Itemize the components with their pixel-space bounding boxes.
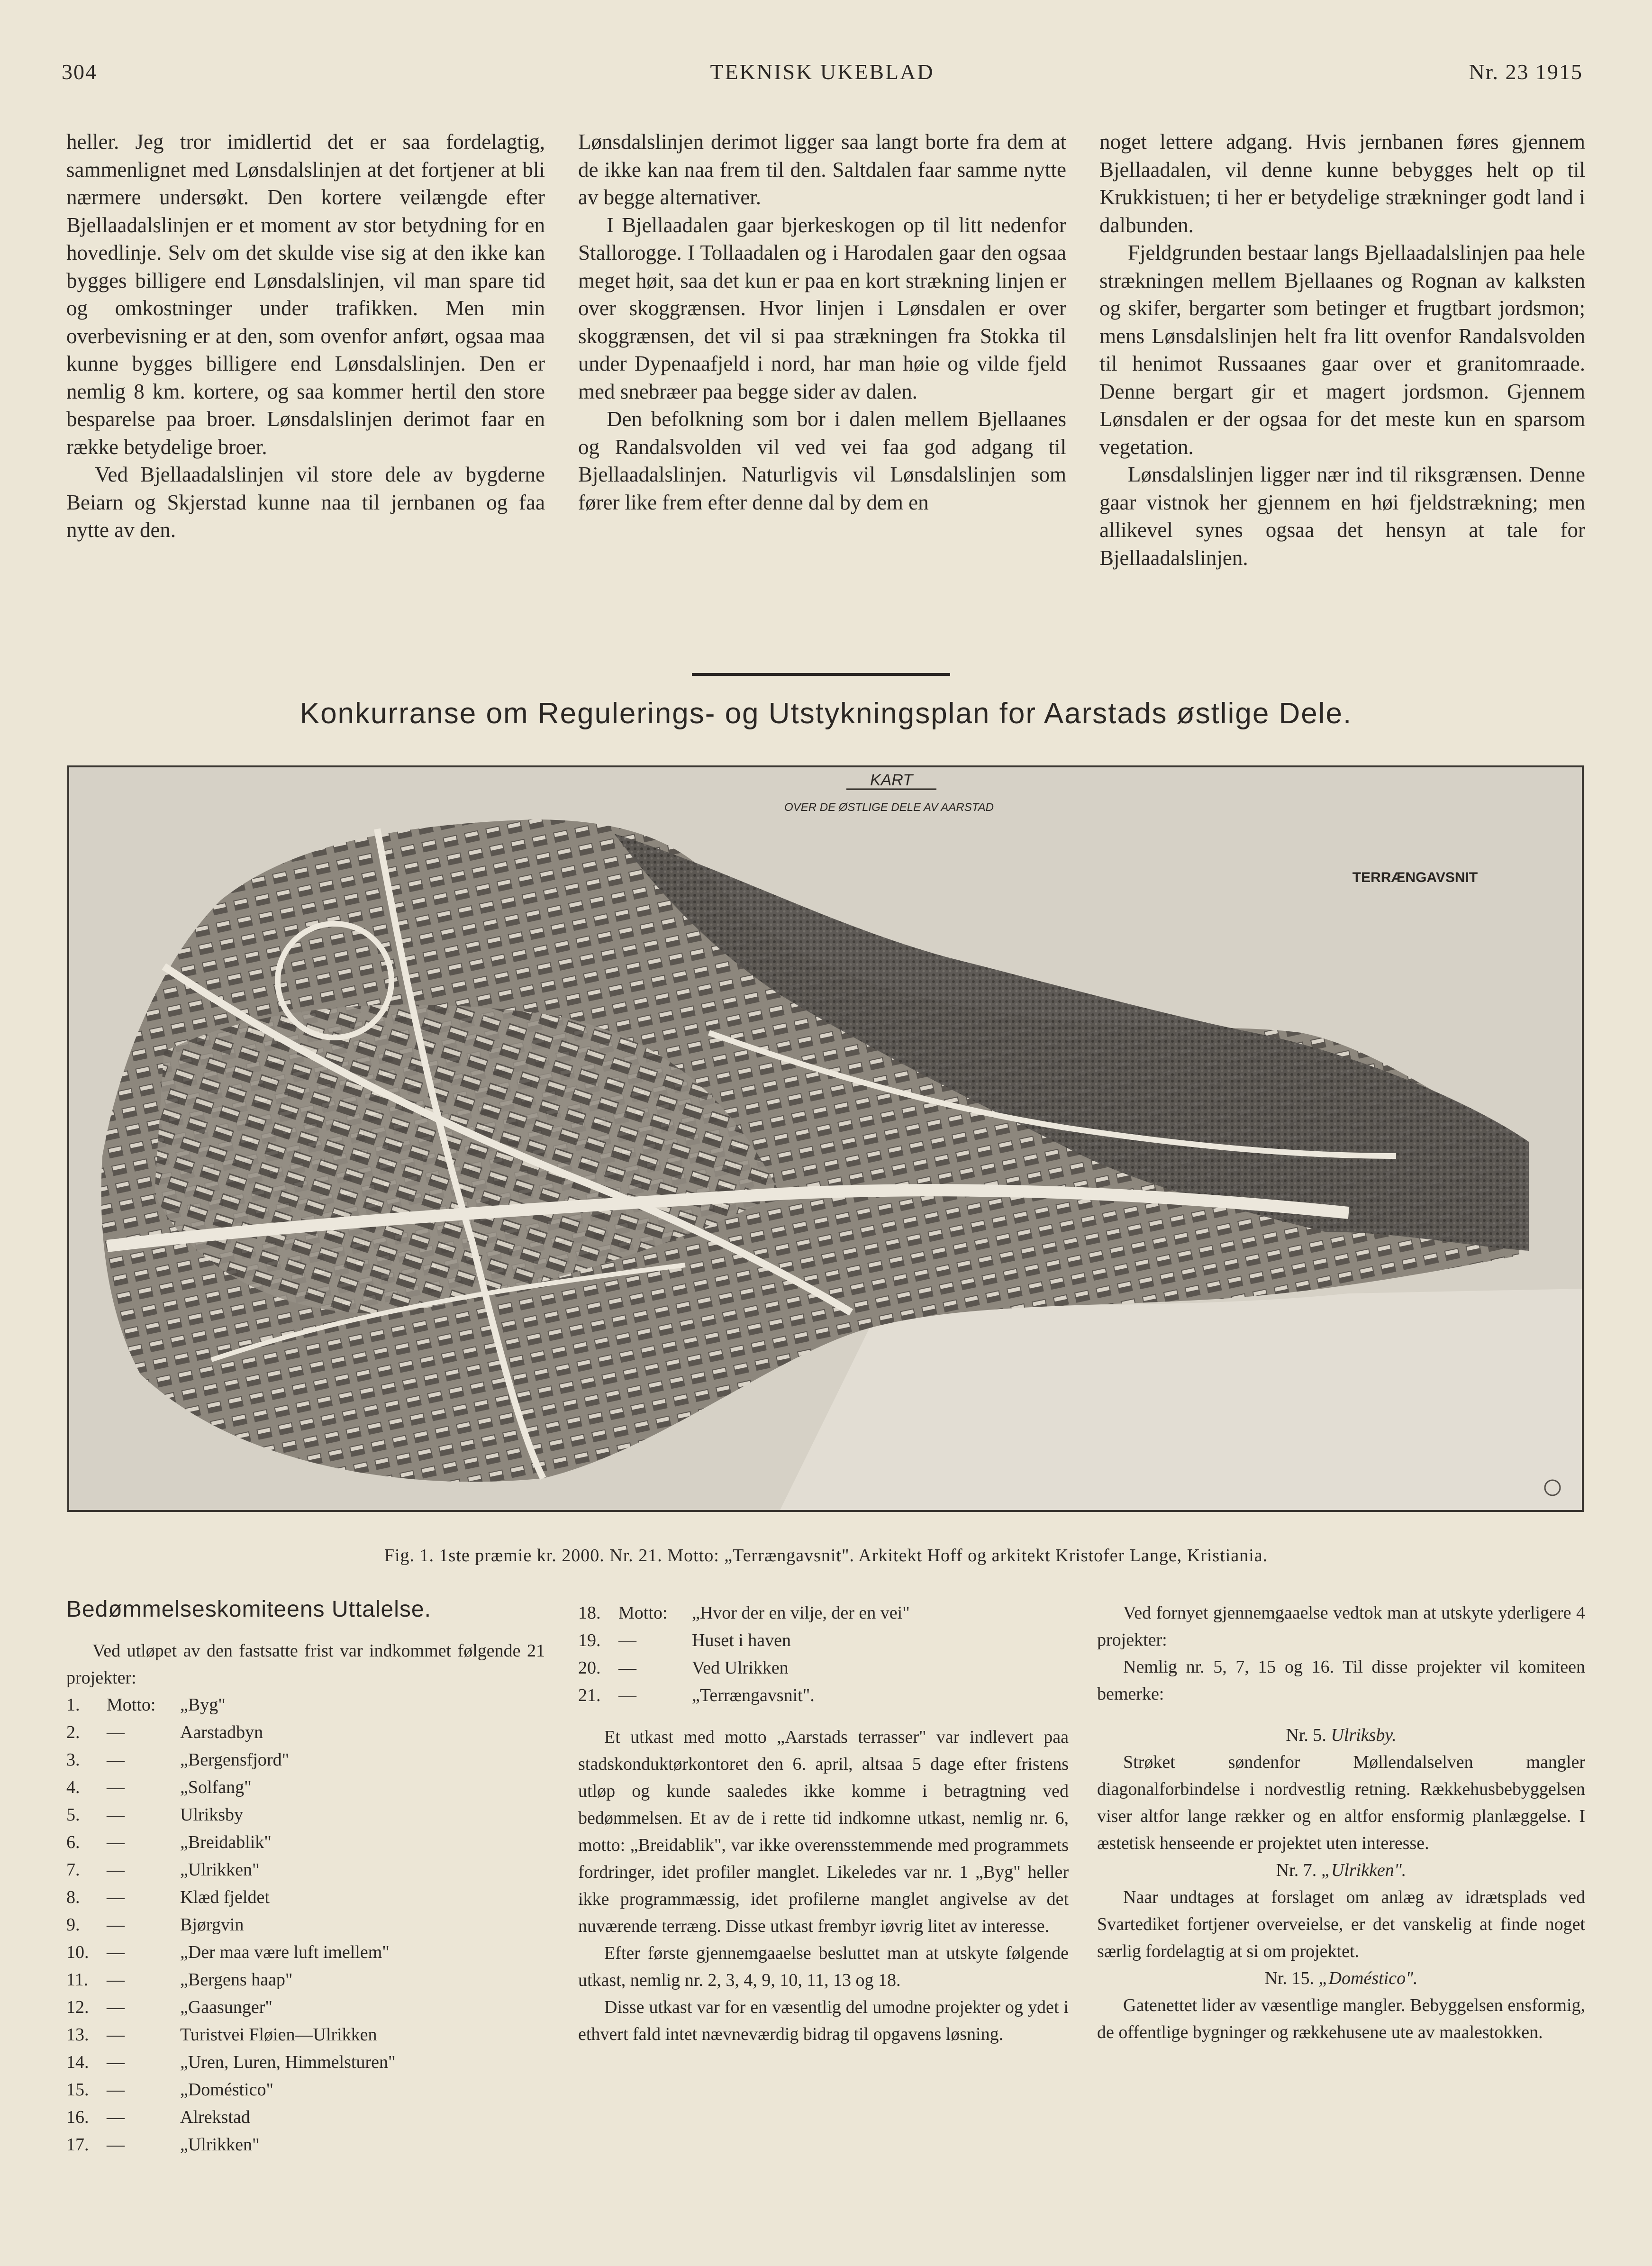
project-motto-mark: — (618, 1685, 636, 1705)
project-name: „Bergens haap" (180, 1970, 293, 1990)
entry-motto: „Doméstico". (1318, 1968, 1418, 1988)
project-item (66, 1939, 545, 1966)
paragraph: noget lettere adgang. Hvis jernbanen føres gjennem Bjellaadalen, vil denne kunne bebygges helt op til Krukkistuen; ti her er betydelige strækninger godt land i dalbunden. (1099, 130, 1585, 237)
project-number: 6. (66, 1832, 80, 1852)
project-name: Alrekstad (180, 2107, 250, 2127)
project-item (66, 1966, 545, 1994)
entry-heading (1097, 1722, 1585, 1749)
entry-number: Nr. 5. (1286, 1725, 1326, 1745)
project-number: 8. (66, 1887, 80, 1907)
figure-caption: Fig. 1. 1ste præmie kr. 2000. Nr. 21. Motto: „Terrængavsnit". Arkitekt Hoff og arkitekt Kristofer Lange, Kristiania. (384, 1546, 1268, 1565)
project-item (66, 2104, 545, 2131)
project-motto-mark: — (107, 1887, 125, 1907)
project-name: „Uren, Luren, Himmelsturen" (180, 2052, 396, 2072)
project-number: 10. (66, 1942, 89, 1962)
project-name: „Hvor der en vilje, der en vei" (692, 1603, 910, 1623)
project-name: „Ulrikken" (180, 2135, 260, 2155)
project-motto-mark: — (107, 2052, 125, 2072)
project-name: „Breidablik" (180, 1832, 272, 1852)
article-column-2 (578, 128, 1066, 516)
competition-headline: Konkurranse om Regulerings- og Utstykningsplan for Aarstads østlige Dele. (300, 697, 1352, 730)
project-motto-mark: — (107, 1832, 125, 1852)
project-motto-mark: — (107, 1915, 125, 1935)
map-subtitle: OVER DE ØSTLIGE DELE AV AARSTAD (784, 801, 994, 814)
project-item (578, 1600, 1069, 1627)
project-number: 5. (66, 1805, 80, 1825)
project-list (66, 1692, 545, 2159)
entry-text: Naar undtages at forslaget om anlæg av idrætsplads ved Svartediket fortjener overveielse, er det vanskelig at finde noget særlig fordelagtig at si om projektet. (1097, 1887, 1585, 1961)
project-number: 18. (578, 1603, 601, 1623)
project-name: „Solfang" (180, 1777, 252, 1797)
entry-text: Strøket søndenfor Møllendalselven mangler diagonalforbindelse i nordvestlig retning. Rækkehusbebyggelsen viser altfor lange rækker og en altfor ensformig planlæggelse. I æstetisk henseende er projektet uten interesse. (1097, 1752, 1585, 1853)
committee-intro: Ved utløpet av den fastsatte frist var indkommet følgende 21 projekter: (66, 1641, 545, 1688)
plan-map-figure (67, 765, 1584, 1512)
city-plan-illustration (69, 767, 1582, 1510)
project-item (66, 1774, 545, 1802)
project-motto-mark: — (107, 1997, 125, 2017)
entry-heading (1097, 1965, 1585, 1992)
project-motto-mark: — (107, 1722, 125, 1742)
project-number: 2. (66, 1722, 80, 1742)
project-item (66, 1802, 545, 1829)
project-number: 16. (66, 2107, 89, 2127)
paragraph: Fjeldgrunden bestaar langs Bjellaadalslinjen paa hele strækningen mellem Bjellaanes og Rognan av kalksten og skifer, bergarter som betinger et frugtbart jordsmon; mens Lønsdalslinjen helt fra litt ovenfor Randalsvolden til henimot Russaanes gaar over et granitomraade. Denne bergart gir et magert jordsmon. Gjennem Lønsdalen er der ogsaa for det meste kun en sparsom vegetation. (1099, 241, 1585, 459)
entry-number: Nr. 7. (1276, 1860, 1317, 1880)
committee-column-2 (578, 1600, 1069, 2048)
map-title: KART (870, 771, 913, 789)
project-item (66, 1747, 545, 1774)
paragraph: heller. Jeg tror imidlertid det er saa fordelagtig, sammenlignet med Lønsdalslinjen at det fortjener at bli nærmere undersøkt. Den kortere veilængde efter Bjellaadalslinjen er et moment av stor betydning for en hovedlinje. Selv om det skulde vise sig at den ikke kan bygges billigere end Lønsdalslinjen, vil man spare tid og omkostninger under trafikken. Men min overbevisning er at den, som ovenfor anført, ogsaa maa kunne bygges billigere end Lønsdalslinjen. Den er nemlig 8 km. kortere, og saa kommer hertil den store besparelse paa broer. Lønsdalslinjen derimot faar en række betydelige broer. (66, 130, 545, 459)
paragraph: Disse utkast var for en væsentlig del umodne projekter og ydet i ethvert fald intet nævneværdig bidrag til opgavens løsning. (578, 1997, 1069, 2044)
project-motto-mark: Motto: (107, 1695, 156, 1715)
project-item (66, 1911, 545, 1939)
project-number: 17. (66, 2135, 89, 2155)
project-item (66, 1692, 545, 1719)
entry-number: Nr. 15. (1264, 1968, 1314, 1988)
project-motto-mark: — (107, 1805, 125, 1825)
project-motto-mark: — (107, 1970, 125, 1990)
project-item (578, 1682, 1069, 1710)
project-number: 12. (66, 1997, 89, 2017)
paragraph: Efter første gjennemgaaelse besluttet man at utskyte følgende utkast, nemlig nr. 2, 3, 4, 9, 10, 11, 13 og 18. (578, 1943, 1069, 1990)
project-item (66, 1719, 545, 1747)
entry-text: Gatenettet lider av væsentlige mangler. Bebyggelsen ensformig, de offentlige bygninger og rækkehusene ute av maalestokken. (1097, 1995, 1585, 2042)
project-name: „Terrængavsnit". (692, 1685, 815, 1705)
map-motto: TERRÆNGAVSNIT (1352, 870, 1478, 885)
paragraph: Et utkast med motto „Aarstads terrasser" var indlevert paa stadskonduktørkontoret den 6. april, altsaa 5 dage efter fristens utløp og kunde saaledes ikke komme i betragtning ved bedømmelsen. Et av de i rette tid indkomne utkast, nemlig nr. 6, motto: „Breidablik", var ikke overensstemmende med programmets fordringer, idet profiler manglet. Likeledes var nr. 1 „Byg" heller ikke programmæssig, idet profilerne manglet angivelse av det nuværende terræng. Disse utkast frembyr iøvrig litet av interesse. (578, 1727, 1069, 1936)
project-motto-mark: — (107, 2107, 125, 2127)
project-number: 19. (578, 1630, 601, 1650)
project-number: 11. (66, 1970, 89, 1990)
project-name: Bjørgvin (180, 1915, 244, 1935)
project-motto-mark: — (107, 1750, 125, 1770)
project-name: „Ulrikken" (180, 1860, 260, 1880)
project-item (66, 2076, 545, 2104)
project-item (578, 1627, 1069, 1655)
article-column-3 (1099, 128, 1585, 572)
project-motto-mark: — (618, 1630, 636, 1650)
project-motto-mark: — (618, 1658, 636, 1678)
project-item (66, 1994, 545, 2021)
project-motto-mark: — (107, 2080, 125, 2100)
project-number: 15. (66, 2080, 89, 2100)
journal-title: TEKNISK UKEBLAD (710, 60, 935, 84)
project-motto-mark: — (107, 2135, 125, 2155)
section-title: Bedømmelseskomiteens Uttalelse. (66, 1597, 431, 1622)
entry-motto: „Ulrikken". (1321, 1860, 1407, 1880)
project-number: 9. (66, 1915, 80, 1935)
page-number: 304 (62, 60, 97, 84)
project-item (66, 1829, 545, 1856)
paragraph: Lønsdalslinjen ligger nær ind til riksgrænsen. Denne gaar vistnok her gjennem en høi fjeldstrækning; men allikevel synes ogsaa det hensyn at tale for Bjellaadalslinjen. (1099, 463, 1585, 570)
committee-column-1 (66, 1638, 545, 2159)
project-name: „Gaasunger" (180, 1997, 272, 2017)
project-motto-mark: Motto: (618, 1603, 668, 1623)
article-column-1 (66, 128, 545, 544)
issue-number: Nr. 23 1915 (1469, 60, 1583, 84)
project-motto-mark: — (107, 1777, 125, 1797)
project-number: 20. (578, 1658, 601, 1678)
project-motto-mark: — (107, 1942, 125, 1962)
project-item (66, 2131, 545, 2159)
project-number: 3. (66, 1750, 80, 1770)
project-name: Ulriksby (180, 1805, 243, 1825)
paragraph: Ved fornyet gjennemgaaelse vedtok man at utskyte yderligere 4 projekter: (1097, 1603, 1585, 1650)
project-name: Ved Ulrikken (692, 1658, 789, 1678)
entry-heading (1097, 1857, 1585, 1884)
committee-column-3 (1097, 1600, 1585, 2046)
page-header (62, 59, 1583, 97)
project-name: Aarstadbyn (180, 1722, 263, 1742)
project-name: „Bergensfjord" (180, 1750, 290, 1770)
paragraph: Nemlig nr. 5, 7, 15 og 16. Til disse projekter vil komiteen bemerke: (1097, 1657, 1585, 1704)
project-name: „Byg" (180, 1695, 226, 1715)
project-motto-mark: — (107, 2025, 125, 2045)
project-name: Huset i haven (692, 1630, 791, 1650)
project-number: 1. (66, 1695, 80, 1715)
project-name: „Doméstico" (180, 2080, 274, 2100)
paragraph: Lønsdalslinjen derimot ligger saa langt borte fra dem at de ikke kan naa frem til den. Saltdalen faar samme nytte av begge alternativer. (578, 130, 1066, 209)
project-item (66, 1856, 545, 1884)
project-name: „Der maa være luft imellem" (180, 1942, 390, 1962)
paragraph: Ved Bjellaadalslinjen vil store dele av bygderne Beiarn og Skjerstad kunne naa til jernbanen og faa nytte av den. (66, 463, 545, 542)
project-motto-mark: — (107, 1860, 125, 1880)
section-divider (692, 673, 950, 676)
project-item (66, 2021, 545, 2049)
project-number: 21. (578, 1685, 601, 1705)
entry-motto: Ulriksby. (1331, 1725, 1397, 1745)
project-item (66, 2049, 545, 2076)
project-item (578, 1655, 1069, 1682)
project-list (578, 1600, 1069, 1710)
paragraph: I Bjellaadalen gaar bjerkeskogen op til litt nedenfor Stallorogge. I Tollaadalen og i Harodalen gaar den ogsaa meget høit, saa det kun er paa en kort strækning linjen er over skoggrænsen. Hvor linjen i Lønsdalen er over skoggrænsen, det vil si paa strækningen fra Stokka til under Dypenaafjeld i nord, har man høie og vilde fjeld med snebræer paa begge sider av dalen. (578, 213, 1066, 403)
project-number: 4. (66, 1777, 80, 1797)
project-item (66, 1884, 545, 1911)
project-name: Klæd fjeldet (180, 1887, 270, 1907)
paragraph: Den befolkning som bor i dalen mellem Bjellaanes og Randalsvolden vil ved vei faa god adgang til Bjellaadalslinjen. Naturligvis vil Lønsdalslinjen som fører like frem efter denne dal by dem en (578, 407, 1066, 514)
project-number: 13. (66, 2025, 89, 2045)
project-name: Turistvei Fløien—Ulrikken (180, 2025, 377, 2045)
project-number: 7. (66, 1860, 80, 1880)
project-number: 14. (66, 2052, 89, 2072)
